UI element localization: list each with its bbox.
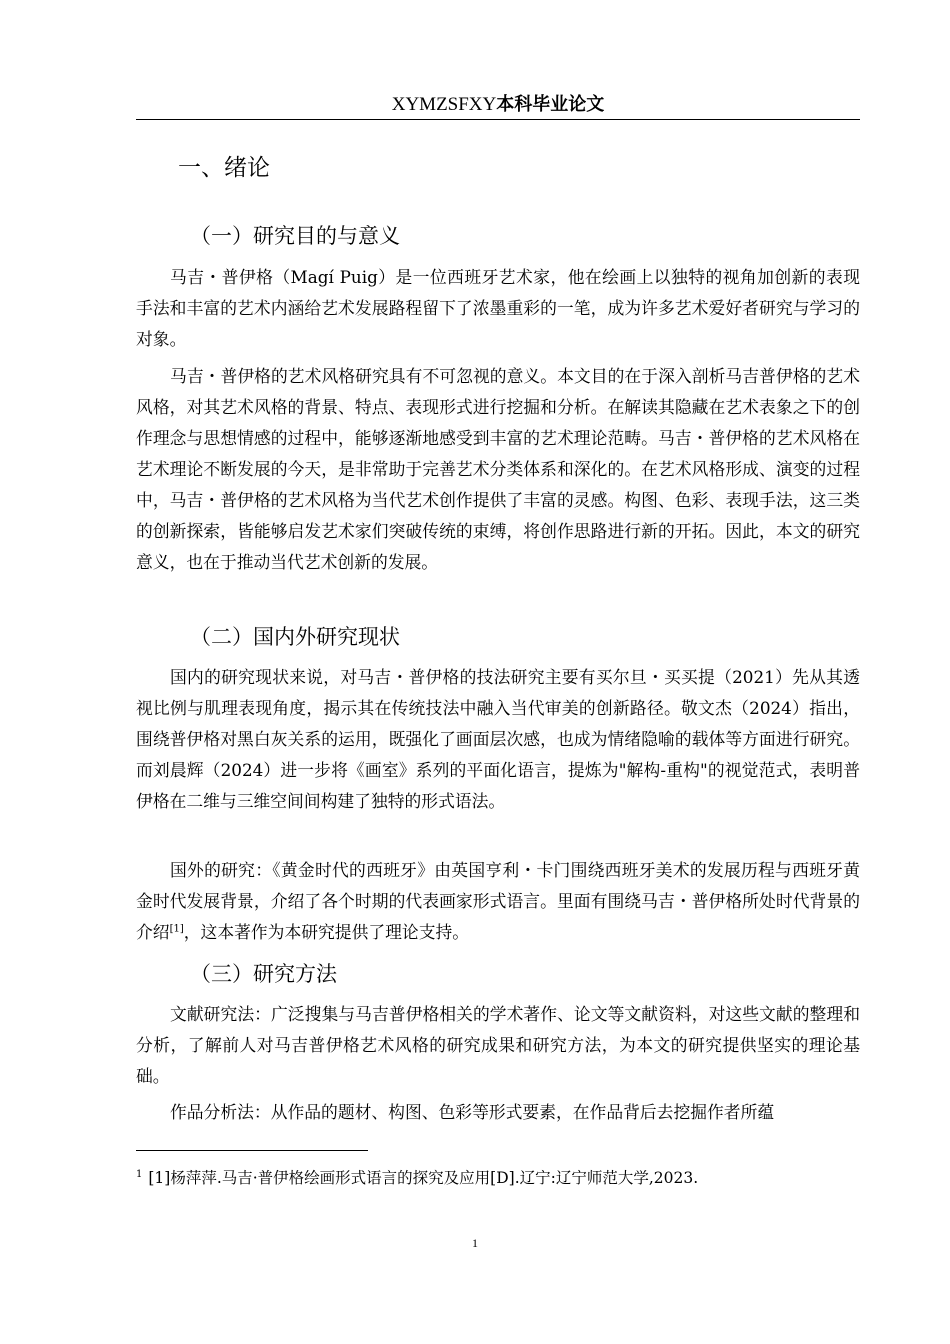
paragraph-domestic-research: 国内的研究现状来说，对马吉・普伊格的技法研究主要有买尔旦・买买提（2021）先从其透视比例与肌理表现角度，揭示其在传统技法中融入当代审美的创新路径。敬文杰（2024）指出，围绕普伊格对黑白灰关系的运用，既强化了画面层次感，也成为情绪隐喻的载体等方面进行研究。而刘晨辉（2024）进一步将《画室》系列的平面化语言，提炼为"解构-重构"的视觉范式，表明普伊格在二维与三维空间间构建了独特的形式语法。	[136, 667, 860, 811]
footnote	[136, 1166, 860, 1190]
paragraph-foreign-research	[136, 855, 860, 948]
header-title: 本科毕业论文	[496, 94, 605, 115]
chapter-title: 一、绪论	[178, 155, 270, 181]
footnote-separator	[136, 1150, 368, 1151]
paragraph-foreign-research-text: 国外的研究：《黄金时代的西班牙》由英国亨利・卡门围绕西班牙美术的发展历程与西班牙黄金时代发展背景，介绍了各个时期的代表画家形式语言。里面有围绕马吉・普伊格所处时代背景的介绍	[136, 860, 860, 942]
footnote-text: [1]杨萍萍.马吉·普伊格绘画形式语言的探究及应用[D].辽宁:辽宁师范大学,2023.	[148, 1169, 699, 1187]
header-rule	[136, 119, 860, 120]
section-title-research-status: （二）国内外研究现状	[190, 625, 400, 649]
citation-mark[interactable]: [1]	[169, 923, 184, 935]
paragraph-literature-method: 文献研究法：广泛搜集与马吉普伊格相关的学术著作、论文等文献资料，对这些文献的整理和分析，了解前人对马吉普伊格艺术风格的研究成果和研究方法，为本文的研究提供坚实的理论基础。	[136, 1004, 860, 1086]
page-number: 1	[472, 1236, 478, 1250]
paragraph-purpose-2: 马吉・普伊格的艺术风格研究具有不可忽视的意义。本文目的在于深入剖析马吉普伊格的艺术风格，对其艺术风格的背景、特点、表现形式进行挖掘和分析。在解读其隐藏在艺术表象之下的创作理念与思想情感的过程中，能够逐渐地感受到丰富的艺术理论范畴。马吉・普伊格的艺术风格在艺术理论不断发展的今天，是非常助于完善艺术分类体系和深化的。在艺术风格形成、演变的过程中，马吉・普伊格的艺术风格为当代艺术创作提供了丰富的灵感。构图、色彩、表现手法，这三类的创新探索，皆能够启发艺术家们突破传统的束缚，将创作思路进行新的开拓。因此，本文的研究意义，也在于推动当代艺术创新的发展。	[136, 366, 860, 572]
paragraph-purpose-1: 马吉・普伊格（Magí Puig）是一位西班牙艺术家，他在绘画上以独特的视角加创新的表现手法和丰富的艺术内涵给艺术发展路程留下了浓墨重彩的一笔，成为许多艺术爱好者研究与学习的对象。	[136, 267, 860, 349]
section-title-methods: （三）研究方法	[190, 962, 337, 986]
footnote-mark: 1	[136, 1168, 143, 1180]
section-title-purpose: （一）研究目的与意义	[190, 224, 400, 248]
paragraph-foreign-research-tail: ，这本著作为本研究提供了理论支持。	[183, 922, 470, 942]
running-header	[136, 92, 860, 118]
header-code: XYMZSFXY	[391, 94, 497, 115]
paragraph-work-analysis-method: 作品分析法：从作品的题材、构图、色彩等形式要素，在作品背后去挖掘作者所蕴	[170, 1102, 775, 1122]
